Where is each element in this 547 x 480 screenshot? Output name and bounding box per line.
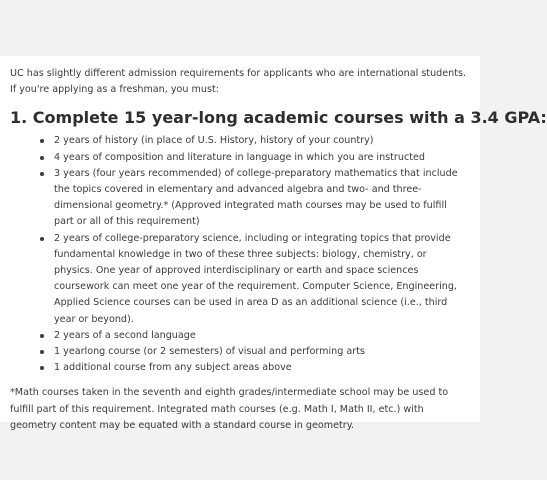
list-item: 1 yearlong course (or 2 semesters) of visual and performing arts (50, 344, 468, 360)
intro-text: UC has slightly different admission requirements for applicants who are international students. If you're applying as a freshman, you must: (10, 68, 467, 96)
requirements-list (10, 133, 468, 376)
list-item: 4 years of composition and literature in language in which you are instructed (50, 150, 468, 166)
list-item: 1 additional course from any subject areas above (50, 360, 468, 376)
content-card (0, 56, 547, 431)
footnote-text: *Math courses taken in the seventh and eighth grades/intermediate school may be used to fulfill part of this requirement. Integrated math courses (e.g. Math I, Math II, etc.) with geometry content may be equated with a standard course in geometry. (10, 387, 449, 431)
list-item: 2 years of a second language (50, 328, 468, 344)
list-item: 2 years of college-preparatory science, including or integrating topics that provide fundamental knowledge in two of these three subjects: biology, chemistry, or physics. One year of approved interdisciplinary or earth and space sciences coursework can meet one year of the requirement. Computer Science, Engineering, Applied Science courses can be used in area D as an additional science (i.e., third year or beyond). (50, 231, 468, 328)
list-item: 2 years of history (in place of U.S. History, history of your country) (50, 133, 468, 149)
list-item: 3 years (four years recommended) of college-preparatory mathematics that include the topics covered in elementary and advanced algebra and two- and three-dimensional geometry.* (Approved integrated math courses may be used to fulfill part or all of this requirement) (50, 166, 468, 231)
section-heading: 1. Complete 15 year-long academic courses with a 3.4 GPA: (10, 108, 547, 128)
